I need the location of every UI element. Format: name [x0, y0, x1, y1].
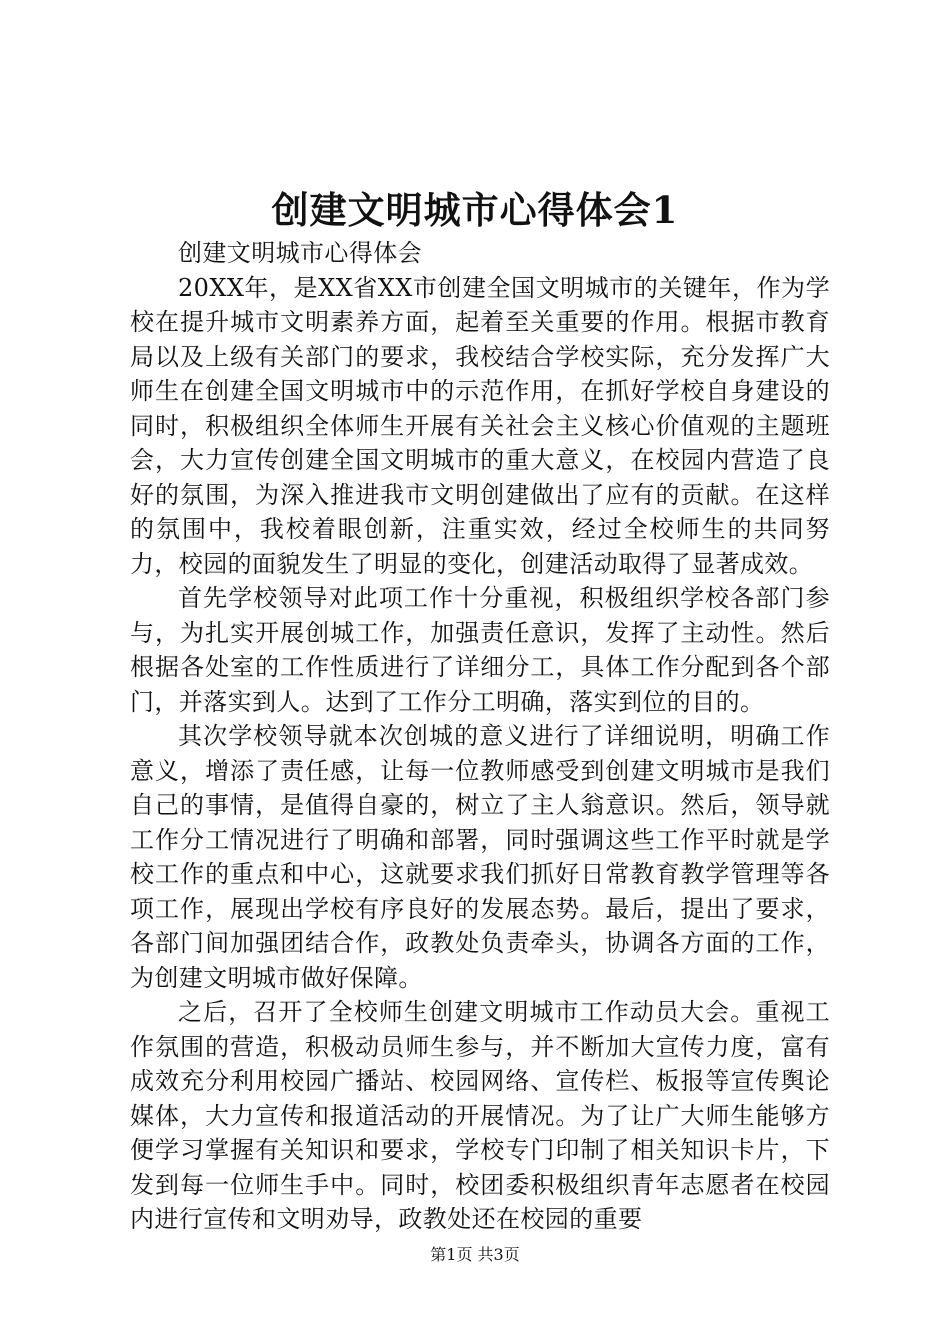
document-body	[130, 236, 830, 1237]
paragraph: 20XX年，是XX省XX市创建全国文明城市的关键年，作为学校在提升城市文明素养方面，起着至关重要的作用。根据市教育局以及上级有关部门的要求，我校结合学校实际，充分发挥广大师生在创建全国文明城市中的示范作用，在抓好学校自身建设的同时，积极组织全体师生开展有关社会主义核心价值观的主题班会，大力宣传创建全国文明城市的重大意义，在校园内营造了良好的氛围，为深入推进我市文明创建做出了应有的贡献。在这样的氛围中，我校着眼创新，注重实效，经过全校师生的共同努力，校园的面貌发生了明显的变化，创建活动取得了显著成效。	[130, 273, 830, 578]
document-subtitle: 创建文明城市心得体会	[178, 239, 422, 267]
paragraph: 之后，召开了全校师生创建文明城市工作动员大会。重视工作氛围的营造，积极动员师生参与，并不断加大宣传力度，富有成效充分利用校园广播站、校园网络、宣传栏、板报等宣传舆论媒体，大力宣传和报道活动的开展情况。为了让广大师生能够方便学习掌握有关知识和要求，学校专门印制了相关知识卡片，下发到每一位师生手中。同时，校团委积极组织青年志愿者在校园内进行宣传和文明劝导，政教处还在校园的重要	[130, 998, 830, 1233]
document-title: 创建文明城市心得体会1	[271, 188, 679, 232]
page-footer: 第1页 共3页	[430, 1245, 520, 1264]
paragraph: 其次学校领导就本次创城的意义进行了详细说明，明确工作意义，增添了责任感，让每一位教师感受到创建文明城市是我们自己的事情，是值得自豪的，树立了主人翁意识。然后，领导就工作分工情况进行了明确和部署，同时强调这些工作平时就是学校工作的重点和中心，这就要求我们抓好日常教育教学管理等各项工作，展现出学校有序良好的发展态势。最后，提出了要求，各部门间加强团结合作，政教处负责牵头，协调各方面的工作，为创建文明城市做好保障。	[130, 722, 830, 992]
paragraph: 首先学校领导对此项工作十分重视，积极组织学校各部门参与，为扎实开展创城工作，加强责任意识，发挥了主动性。然后根据各处室的工作性质进行了详细分工，具体工作分配到各个部门，并落实到人。达到了工作分工明确，落实到位的目的。	[130, 584, 830, 716]
